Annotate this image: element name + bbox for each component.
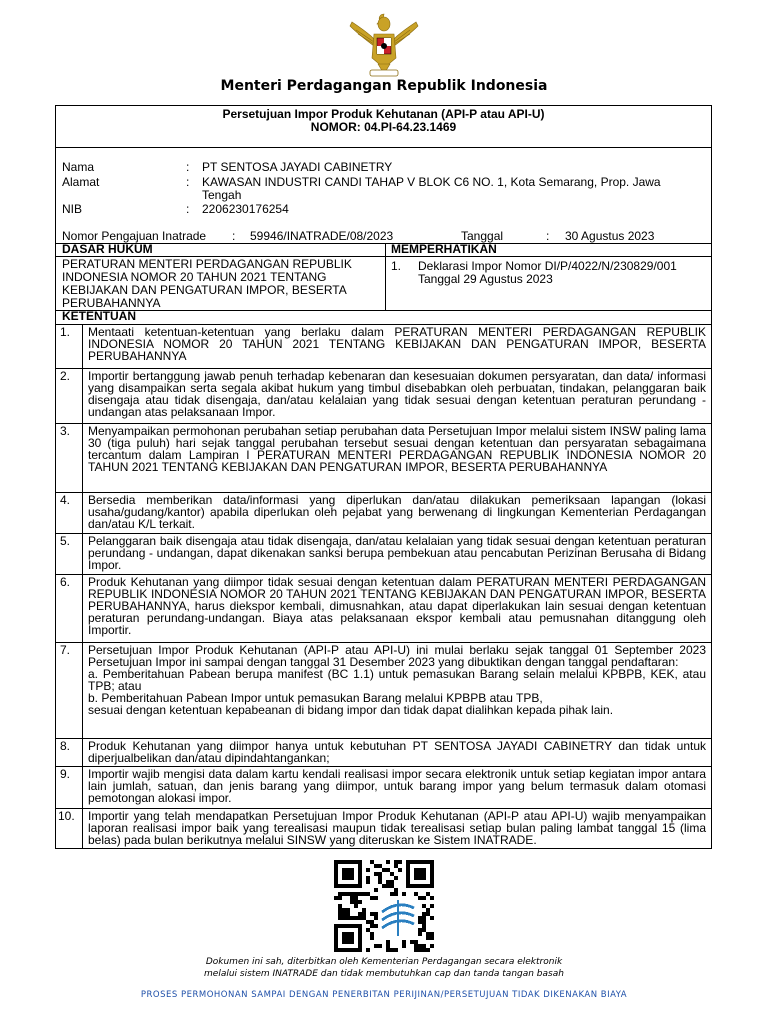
item-number: 7. [60,643,71,657]
list-item [55,738,712,766]
list-item [55,808,712,849]
list-item [55,766,712,808]
document-number: NOMOR: 04.PI-64.23.1469 [310,120,457,134]
divider [55,147,712,148]
item-number: 6. [60,575,71,589]
item-number: 5. [60,534,71,548]
garuda-emblem-icon [344,8,424,80]
item-number: 4. [60,493,71,507]
item-number: 2. [60,369,71,383]
nib-value: 2206230176254 [202,202,289,216]
list-item [55,642,712,738]
item-text: Importir yang telah mendapatkan Persetujuan Impor Produk Kehutanan (API-P atau API-U) wajib menyampaikan laporan realisasi impor baik yang terealisasi maupun tidak terealisasi setiap bulan paling lambat tanggal 15 (lima belas) pada bulan berikutnya melalui SINSW yang diteruskan ke Sistem INATRADE. [88,809,706,847]
validity-note-line1: Dokumen ini sah, diterbitkan oleh Kementerian Perdagangan secara elektronik [205,957,563,967]
item-number: 10. [58,809,75,823]
validity-note-line2: melalui sistem INATRADE dan tidak membutuhkan cap dan tanda tangan basah [204,969,564,979]
qr-code-icon [334,860,434,952]
item-text: Persetujuan Impor Produk Kehutanan (API-P atau API-U) ini mulai berlaku sejak tanggal 01 September 2023 Persetujuan Impor ini sampai dengan tanggal 31 Desember 2023 yang dibuktikan dengan tanggal pendaftaran: a. Pemberitahuan Pabean berupa manifest (BC 1.1) untuk pemasukan Barang selain melalui KPBPB, KEK, atau TPB; atau b. Pemberitahuan Pabean Impor untuk pemasukan Barang melalui KPBPB atau TPB, sesuai dengan ketentuan kepabeanan di bidang impor dan tidak dapat dialihkan kepada pihak lain. [88,643,706,717]
tanggal-value: 30 Agustus 2023 [565,229,655,243]
divider [55,243,712,244]
item-number: 9. [60,767,71,781]
colon: : [232,229,236,243]
validity-note [0,956,768,980]
pengajuan-label: Nomor Pengajuan Inatrade [62,229,207,243]
tanggal-label: Tanggal [461,229,504,243]
no-fee-notice: PROSES PERMOHONAN SAMPAI DENGAN PENERBITAN PERIJINAN/PERSETUJUAN TIDAK DIKENAKAN BIAYA [140,990,628,1000]
item-number: 8. [60,739,71,753]
document-title: Persetujuan Impor Produk Kehutanan (API-P atau API-U) [222,107,545,121]
item-text: Pelanggaran baik disengaja atau tidak disengaja, dan/atau kelalaian yang tidak sesuai dengan ketentuan peraturan perundang - undangan, dapat dikenakan sanksi berupa pembekuan atau pencabutan Perizinan Berusaha di Bidang Impor. [88,534,706,572]
item-number: 1. [60,325,71,339]
memperhatikan-heading: MEMPERHATIKAN [391,242,497,256]
document-title-block [55,108,712,134]
memperhatikan-text: Deklarasi Impor Nomor DI/P/4022/N/230829/001 Tanggal 29 Agustus 2023 [418,259,677,286]
column-divider [385,243,386,310]
colon: : [186,175,190,189]
colon: : [186,160,190,174]
alamat-value: KAWASAN INDUSTRI CANDI TAHAP V BLOK C6 NO. 1, Kota Semarang, Prop. Jawa Tengah [202,175,661,202]
dasar-hukum-text: PERATURAN MENTERI PERDAGANGAN REPUBLIK INDONESIA NOMOR 20 TAHUN 2021 TENTANG KEBIJAKAN DAN PENGATURAN IMPOR, BESERTA PERUBAHANNYA [62,257,352,310]
ketentuan-heading: KETENTUAN [62,309,136,323]
alamat-label: Alamat [62,175,100,189]
item-text: Menyampaikan permohonan perubahan setiap perubahan data Persetujuan Impor melalui sistem INSW paling lama 30 (tiga puluh) hari sejak tanggal perubahan tersebut sesuai dengan ketentuan dan persyaratan sebagaimana tercantum dalam Lampiran I PERATURAN MENTERI PERDAGANGAN REPUBLIK INDONESIA NOMOR 20 TAHUN 2021 TENTANG KEBIJAKAN DAN PENGATURAN IMPOR, BESERTA PERUBAHANNYA [88,424,706,474]
colon: : [546,229,550,243]
list-item [55,574,712,642]
divider [55,310,712,311]
item-text: Importir bertanggung jawab penuh terhadap kebenaran dan kesesuaian dokumen persyaratan, dan data/ informasi yang disampaikan serta segala akibat hukum yang timbul disebabkan oleh perbuatan, tindakan, pelanggaran baik disengaja atau tidak disengaja, dan/atau kelalaian yang tidak sesuai dengan ketentuan peraturan perundang - undangan atas pelaksanaan Impor. [88,369,706,419]
item-text: Produk Kehutanan yang diimpor tidak sesuai dengan ketentuan dalam PERATURAN MENTERI PERDAGANGAN REPUBLIK INDONESIA NOMOR 20 TAHUN 2021 TENTANG KEBIJAKAN DAN PENGATURAN IMPOR, BESERTA PERUBAHANNYA, harus diekspor kembali, dimusnahkan, atau dapat diperlakukan lain sesuai dengan ketentuan peraturan perundang-undangan. Biaya atas pelaksanaan ekspor kembali atau pemusnahan ditanggung oleh Importir. [88,575,706,637]
list-item [55,533,712,574]
ministry-title: Menteri Perdagangan Republik Indonesia [220,78,548,94]
list-item [55,423,712,492]
item-text: Importir wajib mengisi data dalam kartu kendali realisasi impor secara elektronik untuk setiap kegiatan impor antara lain jumlah, satuan, dan jenis barang yang diimpor, untuk barang impor yang belum termasuk dalam otomasi pemotongan alokasi impor. [88,767,706,805]
nama-label: Nama [62,160,95,174]
list-item [55,324,712,368]
item-text: Mentaati ketentuan-ketentuan yang berlaku dalam PERATURAN MENTERI PERDAGANGAN REPUBLIK INDONESIA NOMOR 20 TAHUN 2021 TENTANG KEBIJAKAN DAN PENGATURAN IMPOR, BESERTA PERUBAHANNYA [88,325,706,363]
ketentuan-list [55,324,712,849]
item-text: Produk Kehutanan yang diimpor hanya untuk kebutuhan PT SENTOSA JAYADI CABINETRY dan tidak untuk diperjualbelikan dan/atau dipindahtangankan; [88,739,706,765]
pengajuan-value: 59946/INATRADE/08/2023 [250,229,394,243]
list-item [55,368,712,423]
item-number: 3. [60,424,71,438]
colon: : [186,202,190,216]
item-text: Bersedia memberikan data/informasi yang diperlukan dan/atau dilakukan pemeriksaan lapangan (lokasi usaha/gudang/kantor) apabila diperlukan oleh pejabat yang berwenang di lingkungan Kementerian Perdagangan dan/atau K/L terkait. [88,493,706,531]
nib-label: NIB [62,202,83,216]
memperhatikan-number: 1. [391,259,402,273]
dasar-hukum-heading: DASAR HUKUM [62,242,153,256]
list-item [55,492,712,533]
nama-value: PT SENTOSA JAYADI CABINETRY [202,160,393,174]
